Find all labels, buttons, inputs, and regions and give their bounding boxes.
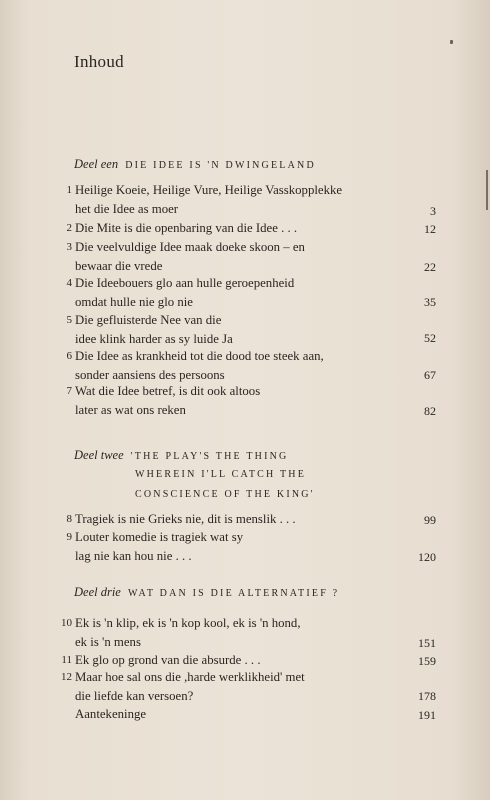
page-number: 99 (424, 513, 436, 527)
section-heading-deel-twee (74, 445, 315, 505)
page-number: 159 (418, 654, 436, 668)
chapter-number: 7 (66, 385, 72, 397)
chapter-title-line: Heilige Koeie, Heilige Vure, Heilige Vasskopplekke (75, 183, 343, 197)
chapter-title-line: bewaar die vrede (75, 258, 163, 273)
toc-entry-3[interactable] (58, 238, 436, 275)
toc-entry-4[interactable] (58, 274, 436, 311)
chapter-title-line: later as wat ons reken (75, 402, 186, 417)
toc-entry-aantekeninge[interactable] (58, 705, 436, 724)
page-number: 12 (424, 222, 436, 236)
page-number: 67 (424, 368, 436, 382)
toc-entry-8[interactable] (58, 510, 436, 529)
chapter-number: 8 (66, 513, 72, 525)
toc-entry-1[interactable] (58, 181, 436, 218)
chapter-title-line: Ek glo op grond van die absurde . . . (75, 653, 261, 667)
chapter-title-line: idee klink harder as sy luide Ja (75, 331, 233, 346)
toc-entry-6[interactable] (58, 347, 436, 384)
chapter-number: 11 (61, 654, 72, 666)
chapter-number: 12 (61, 671, 72, 683)
section-label: Deel een (74, 157, 119, 171)
section-title: DIE IDEE IS 'N DWINGELAND (125, 160, 316, 171)
page-number: 22 (424, 260, 436, 274)
chapter-number: 1 (66, 184, 72, 196)
chapter-title-line: Tragiek is nie Grieks nie, dit is menslik . . . (75, 512, 296, 526)
section-title-continued: WHEREIN I'LL CATCH THE (135, 469, 307, 480)
chapter-title-line: Aantekeninge (75, 707, 147, 721)
chapter-title-line: het die Idee as moer (75, 201, 179, 216)
page-number: 35 (424, 295, 436, 309)
section-label: Deel drie (74, 585, 121, 599)
chapter-number: 5 (66, 314, 72, 326)
page-edge-mark (486, 170, 488, 210)
section-label: Deel twee (74, 448, 124, 462)
page-number: 191 (418, 708, 436, 722)
page-number: 120 (418, 550, 436, 564)
section-title-continued: CONSCIENCE OF THE KING' (135, 489, 315, 500)
chapter-title-line: Louter komedie is tragiek wat sy (75, 530, 244, 544)
chapter-number: 9 (66, 531, 72, 543)
chapter-title-line: sonder aansiens des persoons (75, 367, 225, 382)
chapter-title-line: Maar hoe sal ons die ,harde werklikheid' met (75, 670, 305, 684)
chapter-number: 6 (66, 350, 72, 362)
page-number: 82 (424, 404, 436, 418)
chapter-title-line: Wat die Idee betref, is dit ook altoos (75, 384, 261, 398)
toc-entry-10[interactable] (58, 614, 436, 651)
chapter-title-line: Die Mite is die openbaring van die Idee . . . (75, 221, 298, 235)
page-number: 151 (418, 636, 436, 650)
toc-entry-9[interactable] (58, 528, 436, 565)
page-number: 52 (424, 331, 436, 345)
toc-entry-12[interactable] (58, 668, 436, 705)
chapter-title-line: die liefde kan versoen? (75, 688, 194, 703)
chapter-title-line: Die veelvuldige Idee maak doeke skoon – en (75, 240, 305, 254)
toc-entry-5[interactable] (58, 311, 436, 348)
chapter-number: 4 (66, 277, 72, 289)
chapter-number: 3 (66, 241, 72, 253)
section-title: WAT DAN IS DIE ALTERNATIEF ? (127, 588, 340, 599)
section-heading-deel-een (74, 154, 316, 176)
chapter-title-line: Ek is 'n klip, ek is 'n kop kool, ek is 'n hond, (75, 616, 301, 630)
toc-entry-2[interactable] (58, 219, 436, 238)
section-title: 'THE PLAY'S THE THING (130, 451, 289, 462)
chapter-title-line: Die gefluisterde Nee van die (75, 313, 222, 327)
chapter-title-line: omdat hulle nie glo nie (75, 294, 193, 309)
chapter-title-line: lag nie kan hou nie . . . (75, 548, 192, 563)
page-number: 178 (418, 689, 436, 703)
ink-speck (450, 40, 453, 44)
chapter-number: 2 (66, 222, 72, 234)
page-title: Inhoud (74, 52, 124, 71)
chapter-number: 10 (61, 617, 72, 629)
section-heading-deel-drie (74, 582, 339, 604)
toc-entry-7[interactable] (58, 382, 436, 419)
chapter-title-line: Die Idee as krankheid tot die dood toe steek aan, (75, 349, 324, 363)
chapter-title-line: ek is 'n mens (75, 634, 141, 649)
page-number: 3 (430, 204, 436, 218)
chapter-title-line: Die Ideebouers glo aan hulle geroepenheid (75, 276, 295, 290)
